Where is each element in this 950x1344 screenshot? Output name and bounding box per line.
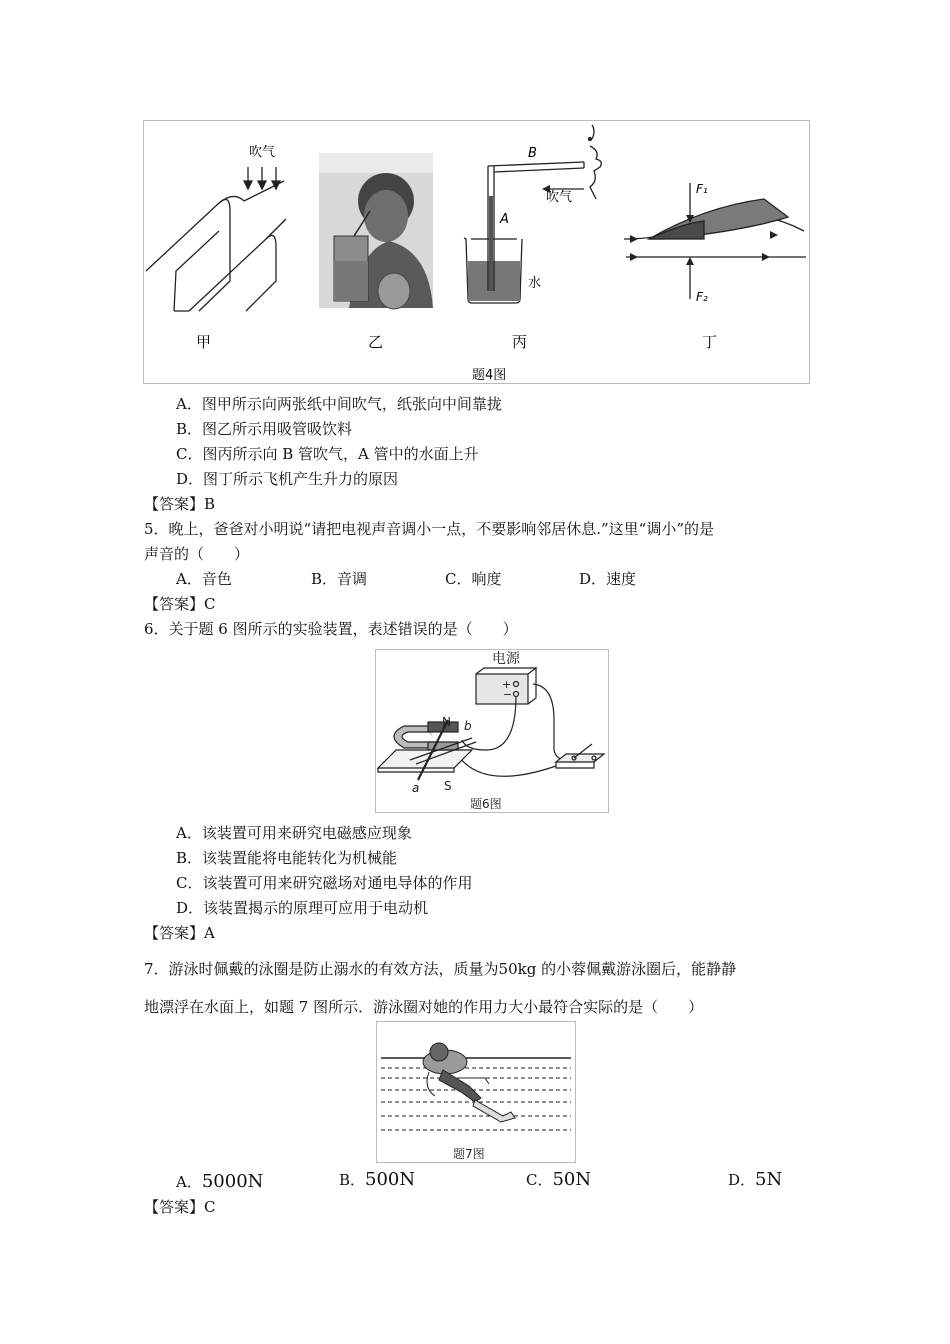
- figure-q7: [376, 1021, 576, 1163]
- magnet-and-rails: [378, 720, 476, 780]
- wire-return: [460, 758, 556, 776]
- figure-caption-q4: 题4图: [472, 368, 507, 383]
- figure-q7-drawing: [377, 1022, 575, 1162]
- power-supply-label: 电源: [492, 651, 520, 667]
- q5-answer: 【答案】C: [144, 595, 216, 613]
- figure-caption-q7: 题7图: [453, 1147, 485, 1161]
- switch: [556, 744, 604, 768]
- tube-b-label: B: [528, 146, 537, 161]
- q6-option-d: D．该装置揭示的原理可应用于电动机: [176, 899, 429, 917]
- q4-option-d: D．图丁所示飞机产生升力的原因: [176, 470, 399, 488]
- panel-label-jia: 甲: [196, 333, 212, 351]
- force-f2-label: F₂: [696, 290, 708, 304]
- force-f1-label: F₁: [696, 182, 708, 196]
- minus-terminal-label: −: [503, 688, 513, 701]
- water-label: 水: [528, 276, 542, 291]
- figure-caption-q6: 题6图: [470, 797, 502, 811]
- q7-option-a: [176, 1171, 263, 1192]
- figure-q4-drawing: [144, 121, 809, 383]
- panel-jia-papers: [146, 181, 286, 311]
- panel-label-bing: 丙: [512, 333, 528, 351]
- q7-answer: 【答案】C: [144, 1198, 216, 1216]
- q7-option-d-letter: D．: [728, 1171, 756, 1189]
- q7-option-c-value: 50N: [552, 1169, 592, 1190]
- q5-stem-line1: 5．晚上，爸爸对小明说“请把电视声音调小一点，不要影响邻居休息.”这里“调小”的是: [144, 520, 714, 538]
- q7-option-b-letter: B．: [339, 1171, 366, 1189]
- wire-to-switch: [533, 684, 576, 762]
- q7-option-b: [339, 1169, 415, 1190]
- q7-stem-line1: 7．游泳时佩戴的泳圈是防止溺水的有效方法，质量为50kg 的小蓉佩戴游泳圈后，能静静: [144, 960, 737, 978]
- blow-arrows-jia: [244, 167, 280, 189]
- q5-option-a: A．音色: [176, 570, 232, 588]
- panel-ding-wing: [624, 183, 806, 299]
- panel-label-ding: 丁: [702, 333, 718, 351]
- panel-yi-photo: [319, 153, 433, 309]
- q5-option-b: B．音调: [311, 570, 368, 588]
- q7-stem-line2: 地漂浮在水面上，如题 7 图所示．游泳圈对她的作用力大小最符合实际的是（ ）: [144, 998, 704, 1016]
- figure-q4: [143, 120, 810, 384]
- q5-option-c: C．响度: [445, 570, 502, 588]
- q4-answer: 【答案】B: [144, 495, 216, 513]
- q7-option-a-value: 5000N: [201, 1171, 264, 1192]
- q7-option-c: [526, 1169, 591, 1190]
- panel-label-yi: 乙: [368, 333, 384, 351]
- q6-option-a: A．该装置可用来研究电磁感应现象: [176, 824, 412, 842]
- q7-option-d: [728, 1169, 782, 1190]
- south-pole-label: S: [444, 779, 452, 793]
- q4-option-a: A．图甲所示向两张纸中间吹气，纸张向中间靠拢: [176, 395, 502, 413]
- q4-option-c: C．图丙所示向 B 管吹气，A 管中的水面上升: [176, 445, 479, 463]
- q5-option-d: D．速度: [579, 570, 637, 588]
- q6-option-b: B．该装置能将电能转化为机械能: [176, 849, 398, 867]
- q7-option-d-value: 5N: [755, 1169, 783, 1190]
- north-pole-label: N: [442, 715, 451, 729]
- q7-option-c-letter: C．: [526, 1171, 553, 1189]
- swimmer: [423, 1043, 515, 1122]
- q6-answer: 【答案】A: [144, 924, 215, 942]
- q7-option-a-letter: A．: [176, 1173, 202, 1191]
- figure-q6: [375, 649, 609, 813]
- q4-option-b: B．图乙所示用吸管吸饮料: [176, 420, 353, 438]
- q7-option-b-value: 500N: [365, 1169, 416, 1190]
- q5-stem-line2: 声音的（ ）: [144, 545, 250, 563]
- tube-a-label: A: [500, 212, 509, 227]
- blow-label-bing: 吹气: [546, 190, 573, 205]
- rod-b-label: b: [464, 719, 472, 733]
- figure-q6-drawing: [376, 650, 608, 812]
- q6-option-c: C．该装置可用来研究磁场对通电导体的作用: [176, 874, 473, 892]
- q6-stem: 6．关于题 6 图所示的实验装置，表述错误的是（ ）: [144, 620, 518, 638]
- blow-label-jia: 吹气: [249, 145, 276, 160]
- rod-a-label: a: [412, 781, 420, 795]
- plus-terminal-label: +: [502, 678, 512, 691]
